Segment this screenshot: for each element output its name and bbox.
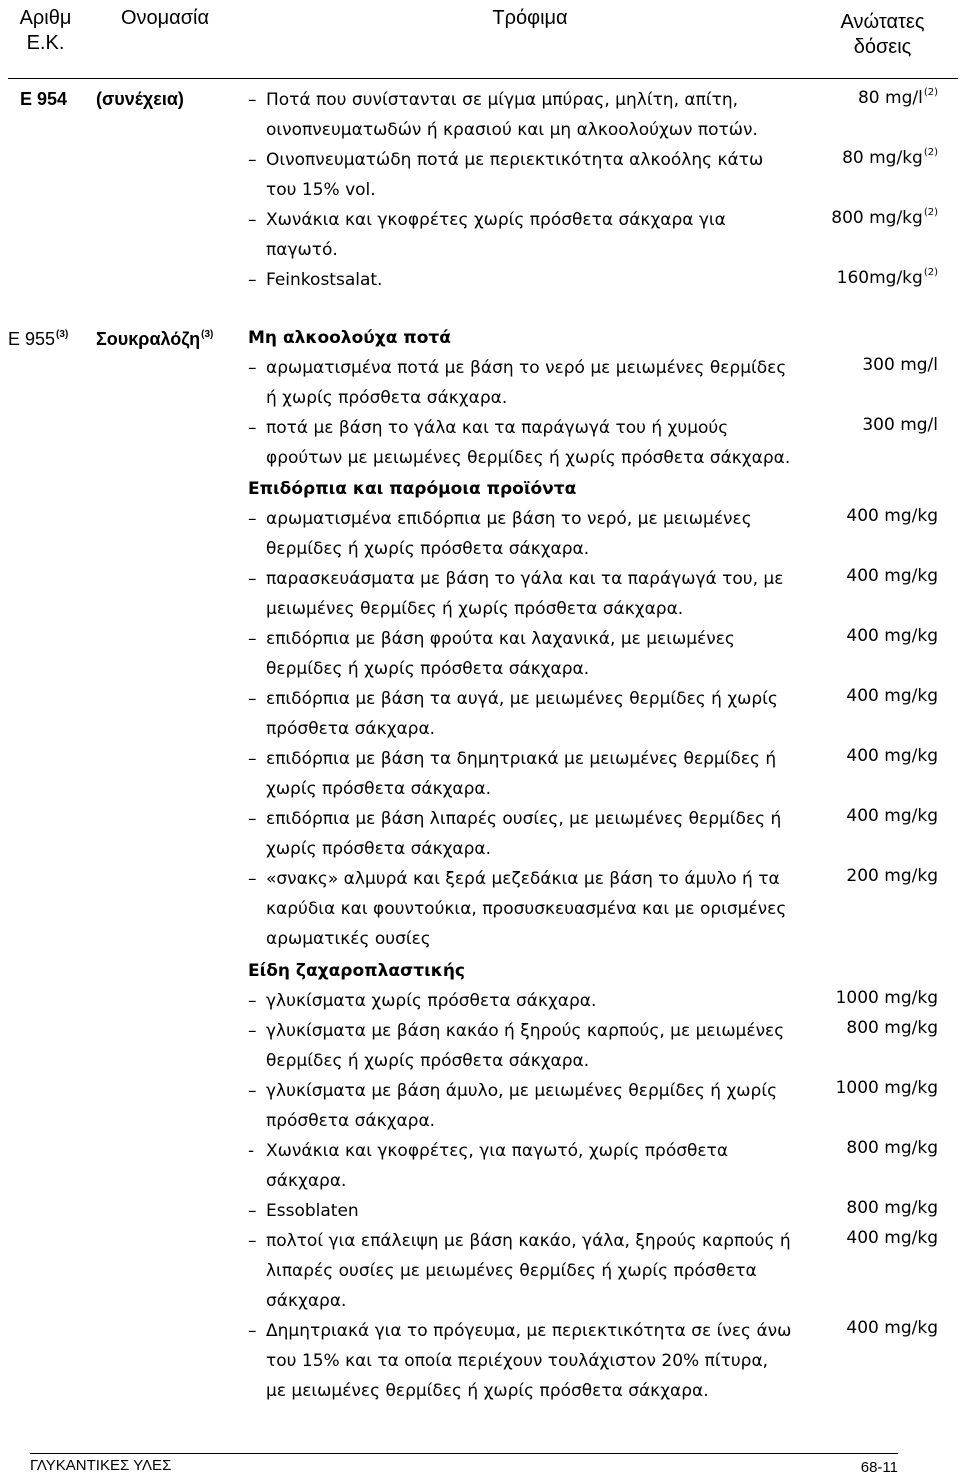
item-text-line2: του 15% και τα οποία περιέχουν τουλάχιστον 20% πίτυρα,	[266, 1351, 769, 1371]
dash-mark: –	[248, 569, 257, 589]
dash-mark: –	[248, 358, 257, 378]
item-text-line1: επιδόρπια με βάση φρούτα και λαχανικά, με μειωμένες	[266, 629, 735, 649]
list-item	[248, 145, 948, 205]
dose-value: 400 mg/kg	[846, 686, 938, 706]
dash-mark: –	[248, 210, 257, 230]
item-text-line1: πολτοί για επάλειψη με βάση κακάο, γάλα, ξηρούς καρπούς ή	[266, 1231, 791, 1251]
list-item	[248, 205, 948, 265]
header-number-line2: Ε.Κ.	[26, 32, 65, 54]
list-item	[248, 986, 948, 1016]
list-item	[248, 265, 948, 295]
header-doses-line1: Ανώτατες	[840, 11, 925, 33]
list-item	[248, 1316, 948, 1406]
dash-mark: –	[248, 629, 257, 649]
dose-value: $160mg/kg^{(2)}$	[836, 267, 938, 288]
dose-value: 80 $mg/l^{(2)}$	[857, 87, 938, 108]
dose-value: 400 mg/kg	[846, 1228, 938, 1248]
dash-mark: –	[248, 90, 257, 110]
e955-code: E 955$^{(3)}$	[8, 329, 69, 349]
header-name-col: Ονομασία	[120, 7, 210, 29]
list-item	[248, 85, 948, 145]
dose-value: 400 mg/kg	[846, 506, 938, 526]
item-text-line1: αρωματισμένα επιδόρπια με βάση το νερό, με μειωμένες	[266, 509, 752, 529]
item-text-line2: θερμίδες ή χωρίς πρόσθετα σάκχαρα.	[266, 539, 590, 559]
dose-value: 800 $mg/kg^{(2)}$	[831, 207, 938, 228]
e955-name: Σουκραλόζη$^{(3)}$	[96, 329, 214, 349]
dose-value: 400 mg/kg	[846, 626, 938, 646]
heading-desserts: Επιδόρπια και παρόμοια προϊόντα	[248, 479, 577, 499]
item-text-line3: αρωματικές ουσίες	[266, 929, 431, 949]
dash-mark: –	[248, 689, 257, 709]
dose-value: 800 mg/kg	[846, 1198, 938, 1218]
item-text-line1: επιδόρπια με βάση λιπαρές ουσίες, με μειωμένες θερμίδες ή	[266, 809, 782, 829]
header-number-line1: Αριθμ	[19, 7, 72, 29]
list-item	[248, 804, 948, 864]
item-text-line1: γλυκίσματα χωρίς πρόσθετα σάκχαρα.	[266, 991, 597, 1011]
item-text-line1: Δημητριακά για το πρόγευμα, με περιεκτικότητα σε ίνες άνω	[266, 1321, 792, 1341]
e954-name: (συνέχεια)	[96, 89, 184, 109]
item-text-line1: παρασκευάσματα με βάση το γάλα και τα παράγωγά του, με	[266, 569, 784, 589]
item-text-line2: οινοπνευματωδών ή κρασιού και μη αλκοολούχων ποτών.	[266, 120, 758, 140]
dose-value: 300 mg/l	[862, 415, 938, 435]
dash-mark: -	[248, 1141, 255, 1161]
item-text-line2: θερμίδες ή χωρίς πρόσθετα σάκχαρα.	[266, 1051, 590, 1071]
dash-mark: –	[248, 749, 257, 769]
list-item	[248, 1016, 948, 1076]
item-text-line1: Χωνάκια και γκοφρέτες χωρίς πρόσθετα σάκχαρα για	[266, 210, 726, 230]
item-text-line3: με μειωμένες θερμίδες ή χωρίς πρόσθετα σάκχαρα.	[266, 1381, 709, 1401]
dose-value: 400 mg/kg	[846, 806, 938, 826]
item-text-line2: παγωτό.	[266, 240, 338, 260]
item-text-line1: γλυκίσματα με βάση άμυλο, με μειωμένες θερμίδες ή χωρίς	[266, 1081, 778, 1101]
dash-mark: –	[248, 1021, 257, 1041]
dose-value: 1000 mg/kg	[835, 1078, 938, 1098]
list-item	[248, 504, 948, 564]
dose-value: 400 mg/kg	[846, 566, 938, 586]
dash-mark: –	[248, 270, 257, 290]
item-text-line2: ή χωρίς πρόσθετα σάκχαρα.	[266, 388, 508, 408]
dose-value: 400 mg/kg	[846, 746, 938, 766]
dose-value: 400 mg/kg	[846, 1318, 938, 1338]
item-text-line1: Οινοπνευματώδη ποτά με περιεκτικότητα αλκοόλης κάτω	[266, 150, 764, 170]
item-text-line1: επιδόρπια με βάση τα αυγά, με μειωμένες θερμίδες ή χωρίς	[266, 689, 778, 709]
item-text-line2: καρύδια και φουντούκια, προσυσκευασμένα και με ορισμένες	[266, 899, 787, 919]
item-text-line2: μειωμένες θερμίδες ή χωρίς πρόσθετα σάκχαρα.	[266, 599, 684, 619]
item-text-line1: επιδόρπια με βάση τα δημητριακά με μειωμένες θερμίδες ή	[266, 749, 777, 769]
dash-mark: –	[248, 869, 257, 889]
header-max-doses-col	[810, 10, 955, 60]
footer-page-number: 68-11	[860, 1459, 898, 1476]
item-text-line1: ποτά με βάση το γάλα και τα παράγωγά του ή χυμούς	[266, 418, 729, 438]
e954-code: E 954	[20, 89, 68, 109]
dose-value: 200 mg/kg	[846, 866, 938, 886]
header-doses-line2: δόσεις	[853, 36, 912, 58]
list-item	[248, 1226, 948, 1316]
dash-mark: –	[248, 991, 257, 1011]
item-text-line2: σάκχαρα.	[266, 1171, 347, 1191]
header-divider	[8, 78, 958, 79]
dash-mark: –	[248, 809, 257, 829]
footer-divider	[30, 1453, 898, 1454]
dose-value: 800 mg/kg	[846, 1138, 938, 1158]
item-text-line3: σάκχαρα.	[266, 1291, 347, 1311]
list-item	[248, 1196, 948, 1226]
item-text-line2: πρόσθετα σάκχαρα.	[266, 1111, 436, 1131]
item-text-line1: Ποτά που συνίστανται σε μίγμα μπύρας, μηλίτη, απίτη,	[266, 90, 738, 110]
dash-mark: –	[248, 509, 257, 529]
list-item	[248, 1136, 948, 1196]
dash-mark: –	[248, 1231, 257, 1251]
dose-value: 80 $mg/kg^{(2)}$	[842, 147, 938, 168]
list-item	[248, 353, 948, 413]
item-text-line2: φρούτων με μειωμένες θερμίδες ή χωρίς πρόσθετα σάκχαρα.	[266, 448, 791, 468]
item-text-line1: γλυκίσματα με βάση κακάο ή ξηρούς καρπούς, με μειωμένες	[266, 1021, 785, 1041]
item-text-line2: λιπαρές ουσίες με μειωμένες θερμίδες ή χωρίς πρόσθετα	[266, 1261, 757, 1281]
item-text-line1: «σνακς» αλμυρά και ξερά μεζεδάκια με βάση το άμυλο ή τα	[266, 869, 780, 889]
item-text-line2: θερμίδες ή χωρίς πρόσθετα σάκχαρα.	[266, 659, 590, 679]
item-text-line1: Χωνάκια και γκοφρέτες, για παγωτό, χωρίς πρόσθετα	[266, 1141, 729, 1161]
list-item	[248, 864, 948, 954]
item-text-line2: του 15% vol.	[266, 180, 376, 200]
heading-confectionery: Είδη ζαχαροπλαστικής	[248, 961, 466, 981]
list-item	[248, 564, 948, 624]
dash-mark: –	[248, 1081, 257, 1101]
list-item	[248, 1076, 948, 1136]
list-item	[248, 624, 948, 684]
header-foods-col: Τρόφιμα	[492, 7, 568, 29]
item-text-line1: αρωματισμένα ποτά με βάση το νερό με μειωμένες θερμίδες	[266, 358, 787, 378]
dash-mark: –	[248, 1201, 257, 1221]
dash-mark: –	[248, 418, 257, 438]
item-text-line2: χωρίς πρόσθετα σάκχαρα.	[266, 779, 492, 799]
header-number-col	[8, 6, 83, 56]
dash-mark: –	[248, 1321, 257, 1341]
footer-section-title: ΓΛΥΚΑΝΤΙΚΕΣ ΥΛΕΣ	[30, 1457, 172, 1474]
heading-non-alcoholic-drinks: Μη αλκοολούχα ποτά	[248, 328, 451, 348]
list-item	[248, 684, 948, 744]
dash-mark: –	[248, 150, 257, 170]
item-text-line2: χωρίς πρόσθετα σάκχαρα.	[266, 839, 492, 859]
item-text-line1: Essoblaten	[266, 1201, 359, 1221]
list-item	[248, 744, 948, 804]
dose-value: 300 mg/l	[862, 355, 938, 375]
dose-value: 1000 mg/kg	[835, 988, 938, 1008]
item-text-line2: πρόσθετα σάκχαρα.	[266, 719, 436, 739]
dose-value: 800 mg/kg	[846, 1018, 938, 1038]
list-item	[248, 413, 948, 473]
item-text-line1: Feinkostsalat.	[266, 270, 383, 290]
